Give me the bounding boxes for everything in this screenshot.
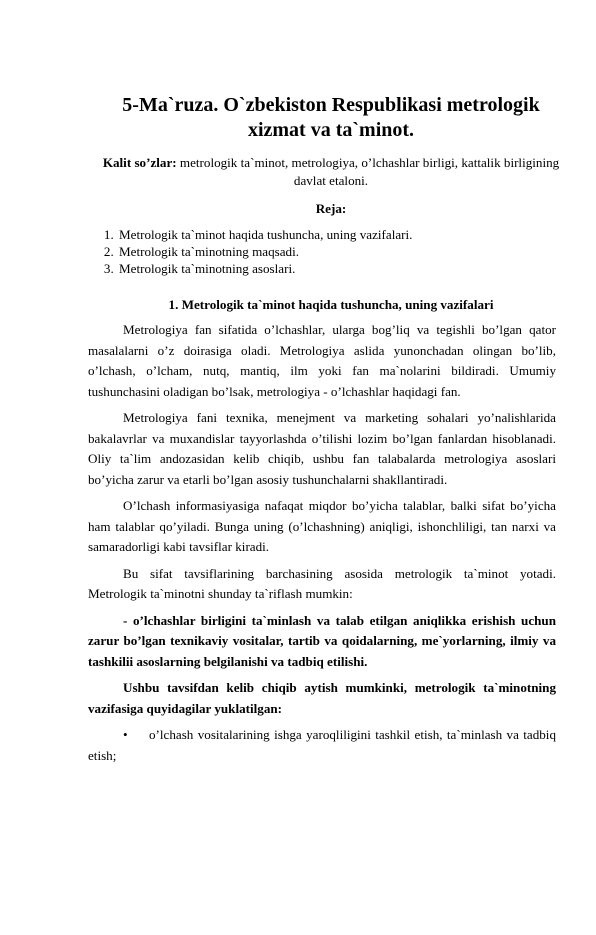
- plan-item: 1. Metrologik ta`minot haqida tushuncha, uning vazifalari.: [117, 226, 556, 243]
- body-paragraph: Bu sifat tavsiflarining barchasining asosida metrologik ta`minot yotadi. Metrologik ta`minotni shunday ta`riflash mumkin:: [88, 565, 556, 601]
- plan-heading: Reja:: [315, 201, 347, 216]
- title-line-1: 5-Ma`ruza. O`zbekiston Respublikasi metrologik: [122, 94, 540, 116]
- body-paragraph: Metrologiya fani texnika, menejment va marketing sohalari yo’nalishlarida bakalavrlar va muxandislar tayyorlashda o’tilishi lozim bo’lgan fanlardan hisoblanadi. Oliy ta`lim andozasidan kelib chiqib, ushbu fan talabalarda metrologiya asoslari bo’yicha zarur va etarli bo’lgan asosiy tushunchalarni shakllantiradi.: [88, 410, 556, 487]
- title-line-2: xizmat va ta`minot.: [247, 119, 415, 141]
- keywords-label: Kalit so’zlar:: [102, 155, 177, 170]
- plan-list: [88, 226, 556, 277]
- body-paragraph: O’lchash informasiyasiga nafaqat miqdor bo’yicha talablar, balki sifat bo’yicha ham talablar qo’yiladi. Bunga uning (o’lchashning) aniqligi, ishonchliligi, tan narxi va samaradorligi kabi tavsiflar kiradi.: [88, 498, 556, 554]
- lecture-title: [97, 93, 565, 143]
- bullet-text: o’lchash vositalarining ishga yaroqliligini tashkil etish, ta`minlash va tadbiq etish;: [88, 727, 556, 763]
- section-heading: 1. Metrologik ta`minot haqida tushuncha, uning vazifalari: [168, 297, 494, 312]
- bullet-item: [88, 725, 556, 766]
- keywords-text: metrologik ta`minot, metrologiya, o’lchashlar birligi, kattalik birligining davlat etaloni.: [176, 155, 560, 188]
- body-paragraph: Metrologiya fan sifatida o’lchashlar, ularga bog’liq va tegishli bo’lgan qator masalalarni o’z doirasiga oladi. Metrologiya aslida yunonchadan olingan bo’lib, o’lchash, o’lcham, nutq, mantiq, ilm yoki fan ma`nolarini bildiradi. Umumiy tushunchasini oladigan bo’lsak, metrologiya - o’lchashlar haqidagi fan.: [88, 322, 556, 399]
- keywords-block: [97, 154, 565, 190]
- definition-paragraph: - o’lchashlar birligini ta`minlash va talab etilgan aniqlikka erishish uchun zarur bo’lgan texnikaviy vositalar, tartib va qoidalarning, me`yorlarning, ilmiy va tashkilii asoslarning belgilanishi va tadbiq etilishi.: [88, 612, 556, 669]
- document-page: [0, 93, 596, 935]
- plan-item: 2. Metrologik ta`minotning maqsadi.: [117, 243, 556, 260]
- tasks-intro-paragraph: Ushbu tavsifdan kelib chiqib aytish mumkinki, metrologik ta`minotning vazifasiga quyidagilar yuklatilgan:: [88, 680, 556, 716]
- bullet-symbol: •: [123, 727, 128, 742]
- plan-item: 3. Metrologik ta`minotning asoslari.: [117, 260, 556, 277]
